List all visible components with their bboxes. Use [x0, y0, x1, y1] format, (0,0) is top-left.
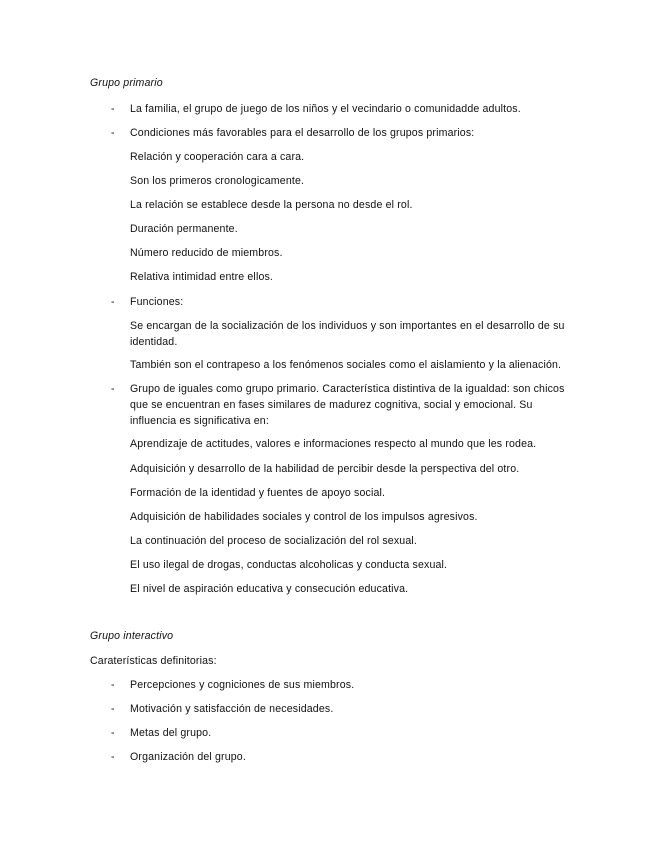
influence-item: El uso ilegal de drogas, conductas alcoholicas y conducta sexual. — [130, 559, 448, 571]
condition-item: Duración permanente. — [130, 223, 238, 235]
bullet-text: Condiciones más favorables para el desarrollo de los grupos primarios: — [130, 127, 475, 139]
bullet-text: Funciones: — [130, 296, 184, 308]
section-heading-grupo-interactivo: Grupo interactivo — [90, 630, 174, 642]
bullet-text: Grupo de iguales como grupo primario. Característica distintiva de la igualdad: son chicos que se encuentran en fases similares de madurez cognitiva, social y emocional. Su influencia es significativa en: — [130, 383, 565, 427]
influence-item: Adquisición y desarrollo de la habilidad de percibir desde la perspectiva del otro. — [130, 463, 520, 475]
section-intro: Caraterísticas definitorias: — [90, 655, 217, 667]
bullet-text: Organización del grupo. — [130, 751, 246, 763]
section-heading-grupo-primario: Grupo primario — [90, 77, 163, 89]
bullet-marker: - — [111, 103, 115, 115]
influence-item: Aprendizaje de actitudes, valores e informaciones respecto al mundo que les rodea. — [130, 438, 537, 450]
condition-item: Relativa intimidad entre ellos. — [130, 271, 274, 283]
function-item: También son el contrapeso a los fenómenos sociales como el aislamiento y la alienación. — [130, 359, 562, 371]
influence-item: El nivel de aspiración educativa y consecución educativa. — [130, 583, 409, 595]
influence-item: Formación de la identidad y fuentes de apoyo social. — [130, 487, 386, 499]
bullet-text: Motivación y satisfacción de necesidades. — [130, 703, 334, 715]
bullet-marker: - — [111, 703, 115, 715]
bullet-text: Percepciones y cogniciones de sus miembros. — [130, 679, 355, 691]
bullet-marker: - — [111, 751, 115, 763]
function-item: Se encargan de la socialización de los individuos y son importantes en el desarrollo de su identidad. — [130, 320, 565, 348]
influence-item: Adquisición de habilidades sociales y control de los impulsos agresivos. — [130, 511, 478, 523]
condition-item: La relación se establece desde la persona no desde el rol. — [130, 199, 413, 211]
condition-item: Son los primeros cronologicamente. — [130, 175, 305, 187]
condition-item: Número reducido de miembros. — [130, 247, 283, 259]
bullet-marker: - — [111, 127, 115, 139]
influence-item: La continuación del proceso de socialización del rol sexual. — [130, 535, 417, 547]
bullet-text: La familia, el grupo de juego de los niños y el vecindario o comunidadde adultos. — [130, 103, 521, 115]
bullet-marker: - — [111, 296, 115, 308]
bullet-marker: - — [111, 727, 115, 739]
condition-item: Relación y cooperación cara a cara. — [130, 151, 305, 163]
bullet-text: Metas del grupo. — [130, 727, 212, 739]
bullet-marker: - — [111, 383, 115, 395]
bullet-marker: - — [111, 679, 115, 691]
